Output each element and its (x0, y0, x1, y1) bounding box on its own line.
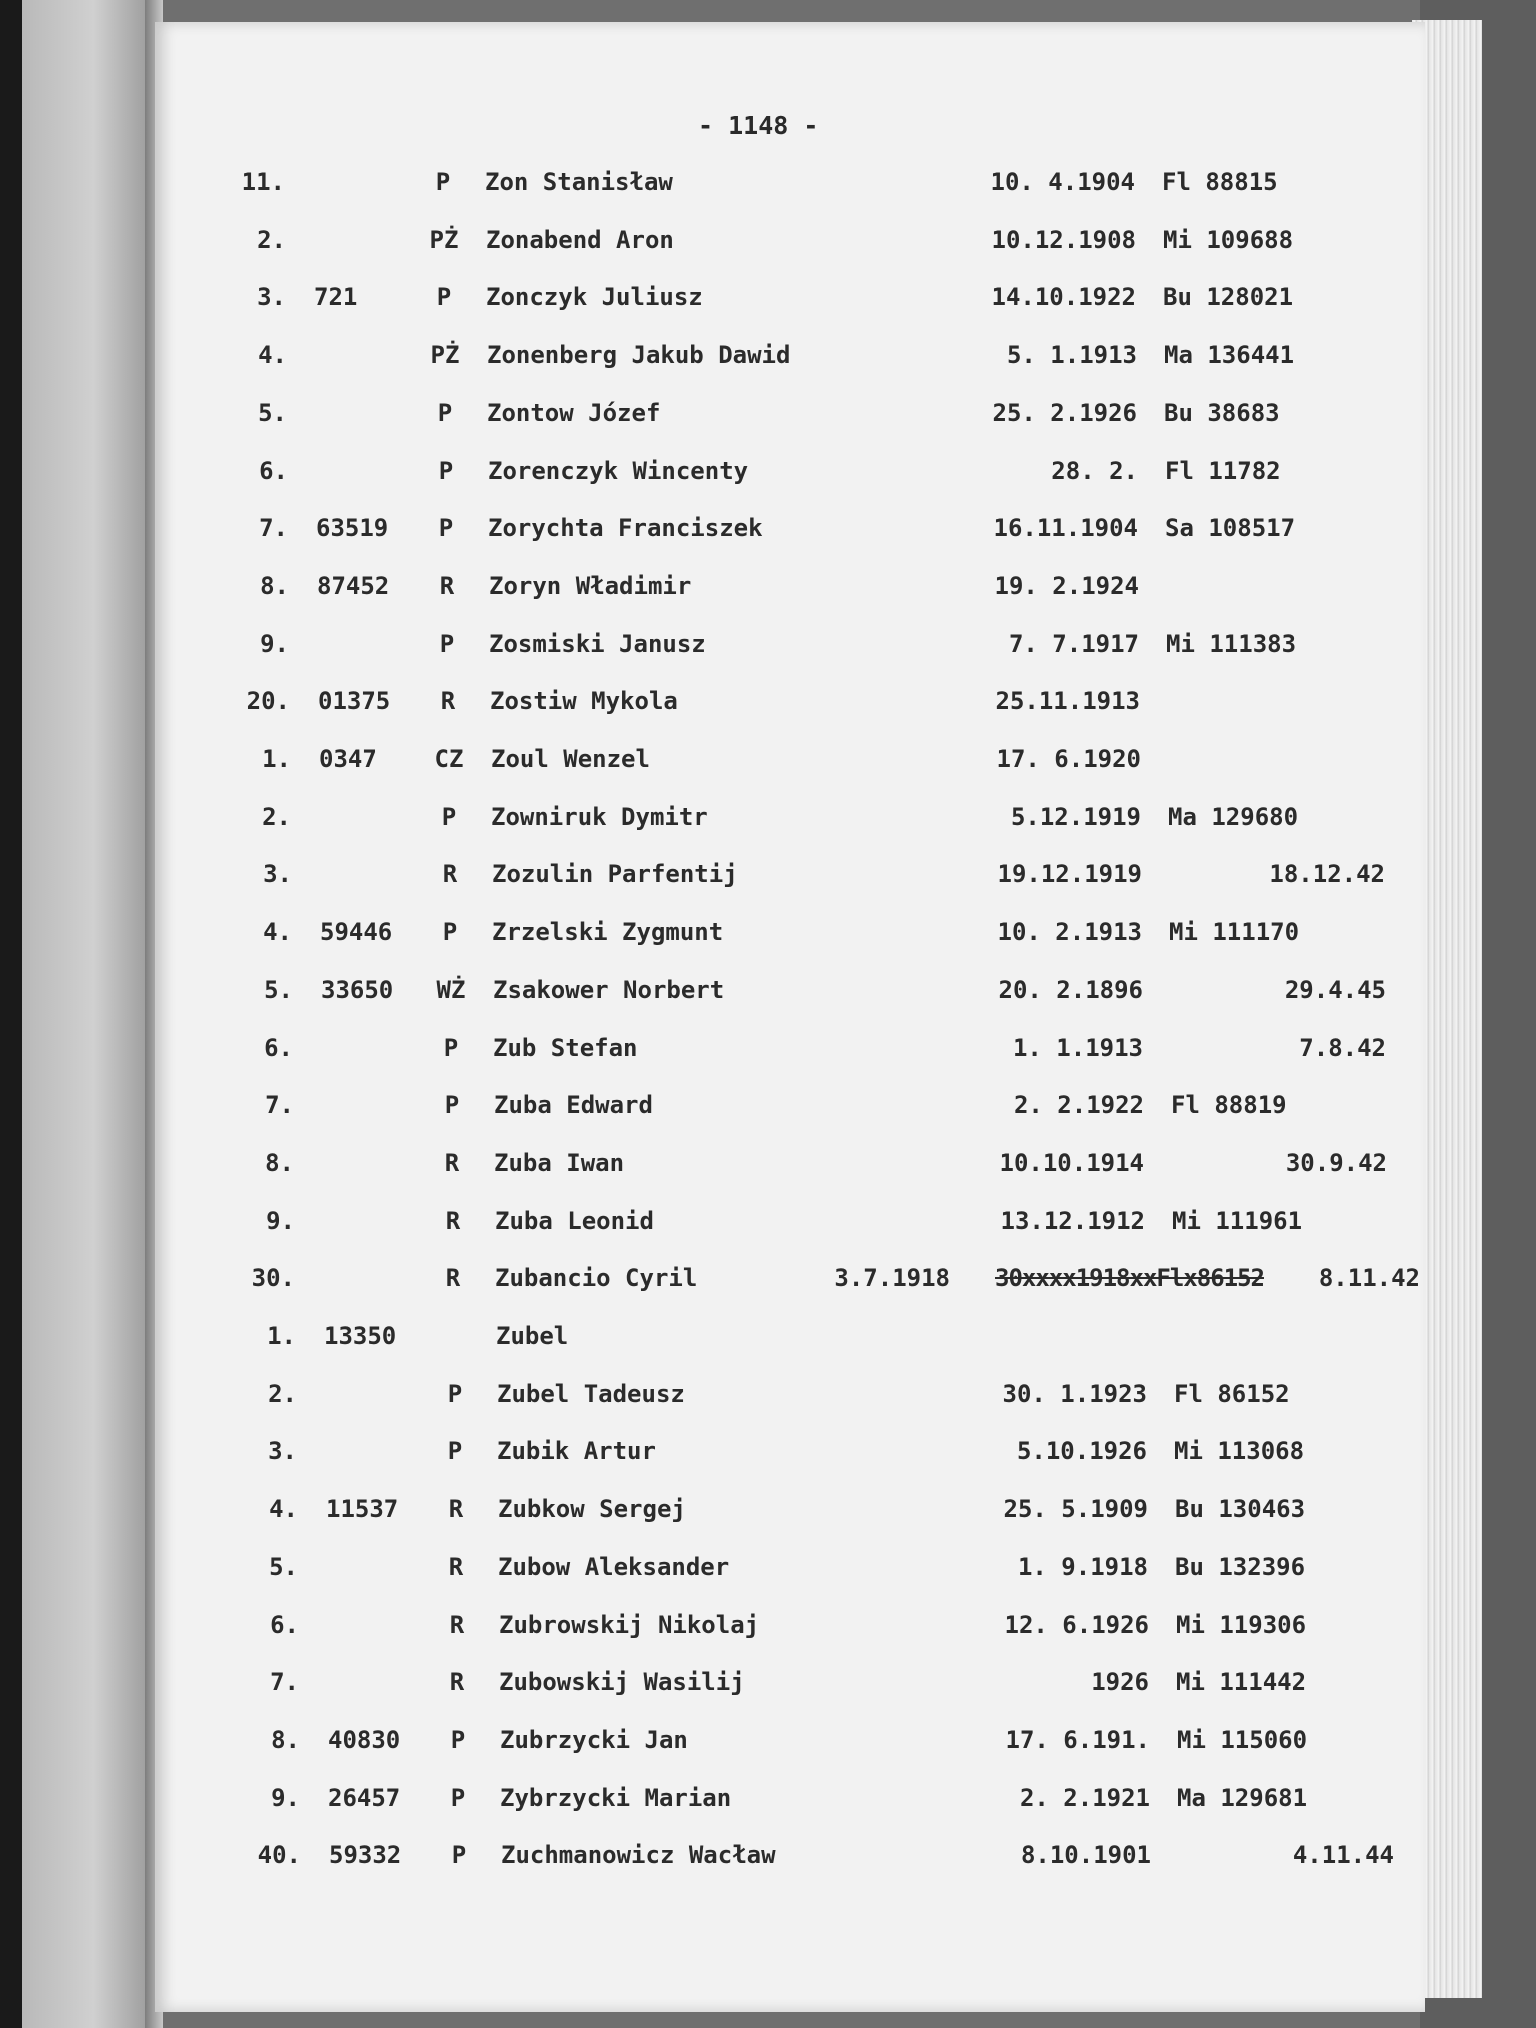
row-reg: Mi 115060 (1177, 1726, 1308, 1754)
row-birth: 25.11.1913 (995, 687, 1140, 715)
row-no: 1. (267, 1322, 296, 1350)
row-birth: 5. 1.1913 (1006, 341, 1137, 369)
row-name: Zubik Artur (497, 1437, 656, 1465)
row-birth: 7. 7.1917 (1008, 630, 1139, 658)
row-name: Zubel Tadeusz (497, 1380, 685, 1408)
row-no: 6. (264, 1034, 293, 1062)
row-cat: P (437, 399, 453, 427)
row-cat: P (442, 918, 458, 946)
row-reg: Sa 108517 (1165, 514, 1296, 542)
row-reg: Mi 111170 (1169, 918, 1300, 946)
row-reg: Mi 111961 (1172, 1207, 1303, 1235)
row-no: 8. (265, 1149, 294, 1177)
row-cat: P (447, 1380, 463, 1408)
row-cat: R (445, 1264, 461, 1292)
row-cat: R (440, 687, 456, 715)
table-row (0, 1668, 1450, 1708)
table-row (0, 803, 1450, 843)
table-row (0, 687, 1450, 727)
table-row (0, 976, 1450, 1016)
table-row (0, 918, 1450, 958)
table-row (0, 399, 1450, 439)
table-row (0, 1322, 1450, 1362)
row-name: Zuba Iwan (494, 1149, 625, 1177)
row-name: Zubkow Sergej (498, 1495, 686, 1523)
table-row (0, 168, 1450, 208)
row-birth: 2. 2.1921 (1019, 1784, 1150, 1812)
row-reg: Ma 129681 (1177, 1784, 1308, 1812)
row-no: 30. (251, 1264, 295, 1292)
row-cat: P (441, 803, 457, 831)
row-no: 3. (268, 1437, 297, 1465)
row-reg: Mi 119306 (1176, 1611, 1307, 1639)
row-no: 20. (246, 687, 290, 715)
table-row (0, 860, 1450, 900)
row-death: 7.8.42 (1299, 1034, 1386, 1062)
row-no: 7. (270, 1668, 299, 1696)
row-name: Zonczyk Juliusz (486, 283, 703, 311)
row-birth: 10. 2.1913 (997, 918, 1142, 946)
row-no: 8. (271, 1726, 300, 1754)
row-name: Zuba Edward (494, 1091, 653, 1119)
row-name: Zon Stanisław (485, 168, 673, 196)
row-name: Zoul Wenzel (491, 745, 650, 773)
row-cat: P (450, 1726, 466, 1754)
row-name: Zorenczyk Wincenty (488, 457, 749, 485)
row-num: 63519 (316, 514, 389, 542)
row-reg: Mi 113068 (1174, 1437, 1305, 1465)
row-birth: 30. 1.1923 (1002, 1380, 1147, 1408)
row-birth: 3.7.1918 (834, 1264, 950, 1292)
table-row (0, 1784, 1450, 1824)
row-cat: P (436, 283, 452, 311)
row-reg: Ma 136441 (1164, 341, 1295, 369)
row-no: 40. (257, 1841, 301, 1869)
row-name: Zoryn Władimir (489, 572, 692, 600)
table-row (0, 745, 1450, 785)
row-cat: P (451, 1841, 467, 1869)
table-row (0, 1841, 1450, 1881)
row-name: Zsakower Norbert (493, 976, 725, 1004)
row-death: 29.4.45 (1284, 976, 1386, 1004)
row-birth: 19. 2.1924 (994, 572, 1139, 600)
row-no: 2. (262, 803, 291, 831)
row-no: 9. (260, 630, 289, 658)
row-cat: R (442, 860, 458, 888)
row-cat: R (449, 1611, 465, 1639)
row-name: Zonabend Aron (486, 226, 674, 254)
row-name: Zubancio Cyril (495, 1264, 698, 1292)
row-no: 1. (262, 745, 291, 773)
row-name: Zorychta Franciszek (488, 514, 763, 542)
row-no: 5. (264, 976, 293, 1004)
row-reg: Bu 128021 (1163, 283, 1294, 311)
row-num: 26457 (328, 1784, 401, 1812)
row-birth: 2. 2.1922 (1013, 1091, 1144, 1119)
row-no: 3. (257, 283, 286, 311)
table-row (0, 1726, 1450, 1766)
row-reg: Bu 132396 (1175, 1553, 1306, 1581)
row-name: Zostiw Mykola (490, 687, 678, 715)
row-name: Zuchmanowicz Wacław (501, 1841, 776, 1869)
row-name: Zubrzycki Jan (500, 1726, 688, 1754)
row-name: Zubel (496, 1322, 569, 1350)
row-num: 0347 (319, 745, 377, 773)
row-death: 18.12.42 (1269, 860, 1385, 888)
row-cat: WŻ (436, 976, 466, 1004)
row-cat: R (448, 1553, 464, 1581)
row-birth: 5.10.1926 (1016, 1437, 1147, 1465)
row-no: 4. (263, 918, 292, 946)
row-birth: 5.12.1919 (1010, 803, 1141, 831)
row-birth: 8.10.1901 (1020, 1841, 1151, 1869)
row-cat: P (447, 1437, 463, 1465)
row-name: Zuba Leonid (495, 1207, 654, 1235)
row-name: Zybrzycki Marian (500, 1784, 732, 1812)
row-birth: 10. 4.1904 (990, 168, 1135, 196)
table-row (0, 283, 1450, 323)
table-row (0, 341, 1450, 381)
table-row (0, 1553, 1450, 1593)
row-cat: CZ (434, 745, 464, 773)
table-row (0, 457, 1450, 497)
row-cat: R (444, 1149, 460, 1177)
row-no: 9. (266, 1207, 295, 1235)
row-no: 7. (259, 514, 288, 542)
row-birth: 20. 2.1896 (998, 976, 1143, 1004)
table-row (0, 514, 1450, 554)
row-cat: R (448, 1495, 464, 1523)
row-no: 5. (258, 399, 287, 427)
row-name: Zonenberg Jakub Dawid (487, 341, 791, 369)
row-no: 9. (271, 1784, 300, 1812)
row-reg: Bu 130463 (1175, 1495, 1306, 1523)
row-name: Zubow Aleksander (498, 1553, 730, 1581)
row-name: Zowniruk Dymitr (491, 803, 708, 831)
row-name: Zontow Józef (487, 399, 661, 427)
row-reg: Fl 11782 (1165, 457, 1281, 485)
row-name: Zrzelski Zygmunt (492, 918, 724, 946)
row-no: 4. (269, 1495, 298, 1523)
table-row (0, 1149, 1450, 1189)
row-no: 6. (259, 457, 288, 485)
row-reg: Bu 38683 (1164, 399, 1280, 427)
row-name: Zubrowskij Nikolaj (499, 1611, 760, 1639)
row-num: 87452 (317, 572, 390, 600)
table-row (0, 226, 1450, 266)
row-reg: Mi 111383 (1166, 630, 1297, 658)
row-birth: 10.10.1914 (999, 1149, 1144, 1177)
row-cat: P (444, 1091, 460, 1119)
row-num: 11537 (326, 1495, 399, 1523)
row-no: 5. (269, 1553, 298, 1581)
row-birth: 12. 6.1926 (1004, 1611, 1149, 1639)
row-no: 11. (241, 168, 285, 196)
table-row (0, 1437, 1450, 1477)
row-no: 6. (270, 1611, 299, 1639)
row-struck: 30xxxx1918xxFlx86152 (995, 1264, 1264, 1292)
table-row (0, 572, 1450, 612)
table-row (0, 630, 1450, 670)
row-no: 7. (265, 1091, 294, 1119)
row-birth: 14.10.1922 (991, 283, 1136, 311)
row-cat: P (450, 1784, 466, 1812)
row-no: 3. (263, 860, 292, 888)
row-birth: 17. 6.191. (1005, 1726, 1150, 1754)
row-birth: 17. 6.1920 (996, 745, 1141, 773)
row-cat: P (439, 630, 455, 658)
row-birth: 1. 9.1918 (1017, 1553, 1148, 1581)
row-name: Zubowskij Wasilij (499, 1668, 745, 1696)
row-no: 2. (268, 1380, 297, 1408)
row-cat: R (439, 572, 455, 600)
row-num: 721 (314, 283, 358, 311)
row-reg: Mi 109688 (1163, 226, 1294, 254)
row-birth: 25. 5.1909 (1003, 1495, 1148, 1523)
row-cat: P (443, 1034, 459, 1062)
row-cat: P (438, 457, 454, 485)
row-no: 4. (258, 341, 287, 369)
row-num: 33650 (321, 976, 394, 1004)
table-row (0, 1091, 1450, 1131)
row-birth: 1. 1.1913 (1012, 1034, 1143, 1062)
row-reg: Mi 111442 (1176, 1668, 1307, 1696)
row-death: 30.9.42 (1285, 1149, 1387, 1177)
row-extra: 8.11.42 (1318, 1264, 1420, 1292)
row-birth: 16.11.1904 (993, 514, 1138, 542)
table-row (0, 1264, 1450, 1304)
row-no: 2. (257, 226, 286, 254)
table-row (0, 1207, 1450, 1247)
table-row (0, 1611, 1450, 1651)
row-reg: Ma 129680 (1168, 803, 1299, 831)
row-cat: R (445, 1207, 461, 1235)
row-name: Zosmiski Janusz (489, 630, 706, 658)
table-row (0, 1495, 1450, 1535)
row-no: 8. (260, 572, 289, 600)
row-birth: 19.12.1919 (997, 860, 1142, 888)
row-birth: 10.12.1908 (991, 226, 1136, 254)
page-number: - 1148 - (698, 111, 819, 140)
row-birth: 13.12.1912 (1000, 1207, 1145, 1235)
row-cat: R (449, 1668, 465, 1696)
row-num: 59446 (320, 918, 393, 946)
row-birth: 25. 2.1926 (992, 399, 1137, 427)
table-row (0, 1380, 1450, 1420)
row-death: 4.11.44 (1292, 1841, 1394, 1869)
row-cat: P (435, 168, 451, 196)
row-reg: Fl 88815 (1162, 168, 1278, 196)
row-reg: Fl 86152 (1174, 1380, 1290, 1408)
row-birth: 1926 (1091, 1668, 1149, 1696)
row-cat: PŻ (430, 341, 460, 369)
row-name: Zozulin Parfentij (492, 860, 738, 888)
row-num: 01375 (318, 687, 391, 715)
row-cat: PŻ (429, 226, 459, 254)
row-num: 40830 (328, 1726, 401, 1754)
row-name: Zub Stefan (493, 1034, 638, 1062)
row-cat: P (438, 514, 454, 542)
row-num: 59332 (329, 1841, 402, 1869)
row-reg: Fl 88819 (1171, 1091, 1287, 1119)
row-birth: 28. 2. (1051, 457, 1138, 485)
table-row (0, 1034, 1450, 1074)
row-num: 13350 (324, 1322, 397, 1350)
